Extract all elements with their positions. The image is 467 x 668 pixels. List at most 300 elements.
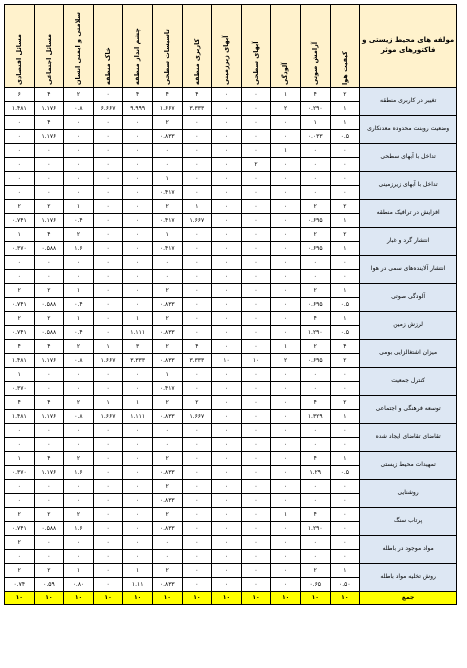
table-row (5, 284, 457, 298)
weighted-cell: ۱.۱۷۶ (34, 466, 64, 480)
column-header (271, 5, 301, 88)
score-cell: ۰ (300, 256, 330, 270)
score-cell: ۰ (182, 312, 212, 326)
score-cell: ۴ (34, 452, 64, 466)
score-cell: ۰ (241, 284, 271, 298)
score-cell: ۴ (182, 340, 212, 354)
column-header-label: چشم انداز منطقه (133, 28, 142, 85)
score-cell: ۰ (93, 228, 123, 242)
score-cell: ۰ (271, 284, 301, 298)
weighted-cell: ۰.۳۷۰ (5, 242, 35, 256)
weighted-cell: ۰ (300, 158, 330, 172)
weighted-cell: ۲ (330, 354, 360, 368)
score-cell: ۰ (271, 368, 301, 382)
weighted-cell: ۰ (271, 438, 301, 452)
column-header (123, 5, 153, 88)
weighted-cell: ۰.۷۴۱ (5, 326, 35, 340)
score-cell: ۱ (123, 312, 153, 326)
score-cell: ۰ (34, 424, 64, 438)
weighted-cell: ۰ (93, 578, 123, 592)
weighted-cell: ۱.۳۲۹ (300, 410, 330, 424)
score-cell: ۰ (182, 508, 212, 522)
score-cell: ۰ (123, 424, 153, 438)
weighted-cell: ۰ (241, 214, 271, 228)
row-label: پرتاب سنگ (360, 508, 457, 536)
score-cell: ۲ (34, 564, 64, 578)
score-cell: ۰ (34, 144, 64, 158)
weighted-cell: ۰ (271, 326, 301, 340)
score-cell: ۰ (241, 172, 271, 186)
weighted-cell: ۰.۶۹۵ (300, 242, 330, 256)
row-label: مواد موجود در باطله (360, 536, 457, 564)
score-cell: ۰ (241, 88, 271, 102)
score-cell: ۰ (300, 368, 330, 382)
weighted-cell: ۰ (330, 270, 360, 284)
column-header-label: آلودگی (281, 62, 290, 85)
weighted-cell: ۱.۱۱ (123, 578, 153, 592)
corner-header: مولفه های محیط زیستی و فاکتورهای موثر (360, 5, 457, 88)
column-header-label: کیفیت هوا (340, 51, 349, 85)
score-cell: ۱ (93, 340, 123, 354)
row-label: وضعیت روبنت محدوده معدنکاری (360, 116, 457, 144)
row-label: تداخل با آبهای زیرزمینی (360, 172, 457, 200)
score-cell: ۰ (123, 536, 153, 550)
score-cell: ۰ (123, 368, 153, 382)
weighted-cell: ۰ (271, 410, 301, 424)
score-cell: ۲ (64, 396, 94, 410)
sum-label: جمع (360, 592, 457, 605)
score-cell: ۲ (152, 508, 182, 522)
score-cell: ۱ (182, 200, 212, 214)
weighted-cell: ۱.۶۶۷ (182, 410, 212, 424)
sum-cell: ۱۰ (64, 592, 94, 605)
score-cell: ۴ (5, 396, 35, 410)
score-cell: ۴ (123, 88, 153, 102)
weighted-cell: ۰ (182, 494, 212, 508)
weighted-cell: ۰ (64, 270, 94, 284)
score-cell: ۰ (5, 144, 35, 158)
score-cell: ۰ (241, 396, 271, 410)
weighted-cell: ۰ (93, 522, 123, 536)
column-header (182, 5, 212, 88)
score-cell: ۰ (300, 424, 330, 438)
score-cell: ۲ (152, 340, 182, 354)
score-cell: ۱ (271, 144, 301, 158)
row-label: کنترل جمعیت (360, 368, 457, 396)
weighted-cell: ۰ (212, 410, 242, 424)
column-header-label: آبهای سطحی (251, 41, 260, 85)
table-row (5, 536, 457, 550)
sum-cell: ۱۰ (182, 592, 212, 605)
score-cell: ۰ (182, 536, 212, 550)
sum-cell: ۱۰ (123, 592, 153, 605)
weighted-cell: ۱.۴۸۱ (5, 354, 35, 368)
score-cell: ۰ (212, 508, 242, 522)
weighted-cell: ۰ (182, 186, 212, 200)
score-cell: ۴ (300, 312, 330, 326)
column-header-label: خاک منطقه (103, 47, 112, 85)
score-cell: ۰ (300, 172, 330, 186)
weighted-cell: ۰ (5, 186, 35, 200)
weighted-cell: ۰ (93, 270, 123, 284)
score-cell: ۱ (330, 312, 360, 326)
column-header (300, 5, 330, 88)
weighted-cell: ۰ (93, 494, 123, 508)
score-cell: ۱ (64, 200, 94, 214)
impact-matrix-table (4, 4, 457, 605)
column-header (64, 5, 94, 88)
weighted-cell: ۰ (241, 130, 271, 144)
score-cell: ۰ (241, 536, 271, 550)
column-header (5, 5, 35, 88)
weighted-cell: ۰ (241, 382, 271, 396)
sum-cell: ۱۰ (93, 592, 123, 605)
score-cell: ۰ (123, 116, 153, 130)
table-row (5, 116, 457, 130)
score-cell: ۰ (241, 116, 271, 130)
weighted-cell: ۰.۲۹۰ (300, 102, 330, 116)
table-row (5, 256, 457, 270)
score-cell: ۰ (182, 480, 212, 494)
score-cell: ۴ (300, 88, 330, 102)
score-cell: ۱ (93, 396, 123, 410)
score-cell: ۱ (5, 228, 35, 242)
score-cell: ۰ (93, 368, 123, 382)
weighted-cell: ۰ (212, 186, 242, 200)
row-label: میزان اشتغالزایی بومی (360, 340, 457, 368)
weighted-cell: ۰ (123, 130, 153, 144)
weighted-cell: ۱.۶ (64, 466, 94, 480)
table-row (5, 200, 457, 214)
weighted-cell: ۰ (123, 522, 153, 536)
weighted-cell: ۰.۵ (330, 326, 360, 340)
weighted-cell: ۰ (93, 130, 123, 144)
sum-cell: ۱۰ (241, 592, 271, 605)
weighted-cell: ۰ (271, 382, 301, 396)
score-cell: ۲ (64, 88, 94, 102)
weighted-cell: ۰.۵ (330, 130, 360, 144)
score-cell: ۲ (152, 564, 182, 578)
score-cell: ۱ (271, 508, 301, 522)
score-cell: ۱ (330, 564, 360, 578)
score-cell: ۰ (271, 228, 301, 242)
weighted-cell: ۲ (271, 102, 301, 116)
score-cell: ۱ (300, 116, 330, 130)
weighted-cell: ۰ (241, 466, 271, 480)
score-cell: ۲ (152, 116, 182, 130)
weighted-cell: ۰ (93, 158, 123, 172)
weighted-cell: ۰ (34, 186, 64, 200)
row-label: روش تخلیه مواد باطله (360, 564, 457, 592)
weighted-cell: ۰.۴۱۷ (152, 214, 182, 228)
weighted-cell: ۰ (93, 466, 123, 480)
weighted-cell: ۰ (34, 438, 64, 452)
weighted-cell: ۰ (182, 242, 212, 256)
weighted-cell: ۰.۵۸۸ (34, 242, 64, 256)
weighted-cell: ۰ (241, 326, 271, 340)
weighted-cell: ۰ (241, 494, 271, 508)
row-label: روشنایی (360, 480, 457, 508)
weighted-cell: ۲ (271, 354, 301, 368)
weighted-cell: ۰.۷۴ (5, 578, 35, 592)
score-cell: ۶ (5, 88, 35, 102)
score-cell: ۰ (64, 116, 94, 130)
score-cell: ۲ (330, 88, 360, 102)
weighted-cell: ۳.۳۳۳ (123, 354, 153, 368)
score-cell: ۰ (212, 480, 242, 494)
score-cell: ۰ (182, 424, 212, 438)
weighted-cell: ۰ (330, 186, 360, 200)
weighted-cell: ۰.۶۹۵ (300, 214, 330, 228)
score-cell: ۲ (330, 200, 360, 214)
weighted-cell: ۱.۲۹۰ (300, 522, 330, 536)
score-cell: ۱ (5, 368, 35, 382)
score-cell: ۴ (152, 88, 182, 102)
score-cell: ۰ (123, 452, 153, 466)
score-cell: ۱ (330, 284, 360, 298)
table-row (5, 88, 457, 102)
weighted-cell: ۰ (241, 242, 271, 256)
score-cell: ۰ (241, 480, 271, 494)
score-cell: ۰ (5, 256, 35, 270)
weighted-cell: ۰ (182, 298, 212, 312)
score-cell: ۰ (241, 368, 271, 382)
score-cell: ۲ (64, 508, 94, 522)
score-cell: ۰ (123, 228, 153, 242)
score-cell: ۰ (212, 396, 242, 410)
weighted-cell: ۰ (271, 522, 301, 536)
score-cell: ۲ (5, 312, 35, 326)
score-cell: ۰ (93, 424, 123, 438)
weighted-cell: ۰.۷۴۱ (5, 298, 35, 312)
score-cell: ۲ (330, 396, 360, 410)
weighted-cell: ۱.۱۷۶ (34, 102, 64, 116)
score-cell: ۰ (182, 172, 212, 186)
weighted-cell: ۰ (123, 214, 153, 228)
score-cell: ۰ (241, 508, 271, 522)
score-cell: ۱ (64, 284, 94, 298)
score-cell: ۰ (93, 116, 123, 130)
weighted-cell: ۰ (5, 130, 35, 144)
score-cell: ۲ (5, 508, 35, 522)
weighted-cell: ۰.۸ (64, 410, 94, 424)
score-cell: ۰ (241, 144, 271, 158)
score-cell: ۰ (34, 480, 64, 494)
weighted-cell: ۰ (123, 158, 153, 172)
weighted-cell: ۱.۶۶۷ (93, 354, 123, 368)
weighted-cell: ۰ (34, 550, 64, 564)
weighted-cell: ۰ (212, 466, 242, 480)
weighted-cell: ۰.۷۴۱ (5, 522, 35, 536)
weighted-cell: ۰.۸۳۳ (152, 410, 182, 424)
weighted-cell: ۰ (271, 242, 301, 256)
score-cell: ۰ (182, 144, 212, 158)
row-label: انتشار گرد و غبار (360, 228, 457, 256)
score-cell: ۱ (271, 88, 301, 102)
score-cell: ۰ (271, 116, 301, 130)
weighted-cell: ۰.۴۱۷ (152, 186, 182, 200)
score-cell: ۰ (123, 480, 153, 494)
weighted-cell: ۱.۲۹ (300, 466, 330, 480)
table-row (5, 564, 457, 578)
score-cell: ۱ (152, 228, 182, 242)
score-cell: ۰ (271, 424, 301, 438)
weighted-cell: ۰ (93, 438, 123, 452)
score-cell: ۲ (152, 480, 182, 494)
table-row (5, 340, 457, 354)
weighted-cell: ۰ (93, 214, 123, 228)
weighted-cell: ۰ (123, 550, 153, 564)
score-cell: ۲ (330, 228, 360, 242)
score-cell: ۰ (300, 144, 330, 158)
score-cell: ۰ (212, 284, 242, 298)
weighted-cell: ۰ (182, 158, 212, 172)
score-cell: ۰ (93, 452, 123, 466)
weighted-cell: ۰ (64, 158, 94, 172)
score-cell: ۰ (123, 200, 153, 214)
score-cell: ۰ (93, 284, 123, 298)
weighted-cell: ۰ (212, 382, 242, 396)
weighted-cell: ۱ (330, 102, 360, 116)
score-cell: ۰ (5, 116, 35, 130)
weighted-cell: ۰ (330, 382, 360, 396)
row-label: تداخل با آبهای سطحی (360, 144, 457, 172)
header-row (5, 5, 457, 88)
row-label: انتشار آلاینده‌های سمی در هوا (360, 256, 457, 284)
score-cell: ۰ (93, 200, 123, 214)
weighted-cell: ۰ (123, 438, 153, 452)
score-cell: ۰ (271, 172, 301, 186)
column-header (212, 5, 242, 88)
score-cell: ۰ (5, 424, 35, 438)
weighted-cell: ۰ (212, 270, 242, 284)
sum-cell: ۱۰ (271, 592, 301, 605)
weighted-cell: ۱.۱۷۶ (34, 214, 64, 228)
column-header-label: آرامش صوتی (310, 41, 319, 85)
weighted-cell: ۰ (212, 158, 242, 172)
score-cell: ۰ (241, 256, 271, 270)
score-cell: ۰ (212, 88, 242, 102)
weighted-cell: ۰ (330, 550, 360, 564)
weighted-cell: ۰.۵۸۸ (34, 298, 64, 312)
weighted-cell: ۰ (182, 578, 212, 592)
weighted-cell: ۰.۸۰ (64, 578, 94, 592)
weighted-cell: ۰ (241, 522, 271, 536)
score-cell: ۰ (152, 536, 182, 550)
weighted-cell: ۰ (5, 158, 35, 172)
score-cell: ۰ (330, 144, 360, 158)
weighted-cell: ۰ (64, 382, 94, 396)
weighted-cell: ۰ (271, 186, 301, 200)
score-cell: ۰ (64, 256, 94, 270)
weighted-cell: ۰ (152, 158, 182, 172)
weighted-cell: ۰.۶۵ (300, 578, 330, 592)
weighted-cell: ۰ (123, 494, 153, 508)
score-cell: ۲ (300, 284, 330, 298)
score-cell: ۰ (34, 368, 64, 382)
score-cell: ۰ (93, 564, 123, 578)
score-cell: ۴ (34, 116, 64, 130)
weighted-cell: ۱.۱۷۶ (34, 354, 64, 368)
score-cell: ۴ (34, 340, 64, 354)
weighted-cell: ۰ (152, 550, 182, 564)
table-row (5, 480, 457, 494)
score-cell: ۰ (212, 200, 242, 214)
weighted-cell: ۰ (5, 270, 35, 284)
score-cell: ۰ (212, 340, 242, 354)
weighted-cell: ۰ (212, 494, 242, 508)
weighted-cell: ۱.۴۸۱ (5, 410, 35, 424)
score-cell: ۴ (34, 228, 64, 242)
score-cell: ۰ (241, 424, 271, 438)
weighted-cell: ۰.۴ (64, 298, 94, 312)
score-cell: ۱ (64, 564, 94, 578)
weighted-cell: ۰ (212, 214, 242, 228)
weighted-cell: ۰ (330, 494, 360, 508)
impact-matrix-sheet (4, 4, 457, 605)
weighted-cell: ۰ (300, 494, 330, 508)
score-cell: ۰ (93, 88, 123, 102)
table-row (5, 424, 457, 438)
column-header-label: آبهای زیرزمینی (222, 35, 231, 85)
score-cell: ۲ (64, 228, 94, 242)
weighted-cell: ۰ (182, 382, 212, 396)
score-cell: ۰ (182, 116, 212, 130)
weighted-cell: ۳.۳۳۳ (182, 102, 212, 116)
score-cell: ۰ (271, 536, 301, 550)
row-label: تغییر در کاربری منطقه (360, 88, 457, 116)
weighted-cell: ۱ (330, 410, 360, 424)
score-cell: ۰ (212, 144, 242, 158)
weighted-cell: ۰.۸ (64, 102, 94, 116)
score-cell: ۰ (93, 312, 123, 326)
row-label: افزایش در ترافیک منطقه (360, 200, 457, 228)
score-cell: ۱ (330, 116, 360, 130)
weighted-cell: ۰ (123, 466, 153, 480)
sum-cell: ۱۰ (330, 592, 360, 605)
score-cell: ۴ (300, 508, 330, 522)
weighted-cell: ۰ (34, 382, 64, 396)
weighted-cell: ۱۰ (241, 354, 271, 368)
weighted-cell: ۰ (123, 242, 153, 256)
score-cell: ۰ (182, 284, 212, 298)
weighted-cell: ۱.۶۶۷ (182, 214, 212, 228)
score-cell: ۴ (300, 396, 330, 410)
weighted-cell: ۰.۴ (64, 214, 94, 228)
column-header (93, 5, 123, 88)
weighted-cell: ۰ (271, 550, 301, 564)
score-cell: ۰ (212, 172, 242, 186)
weighted-cell: ۰ (241, 410, 271, 424)
column-header (152, 5, 182, 88)
score-cell: ۰ (212, 452, 242, 466)
column-header-label: مسائل اقتصادی (15, 34, 24, 85)
sum-cell: ۱۰ (5, 592, 35, 605)
score-cell: ۱ (152, 368, 182, 382)
weighted-cell: ۱.۱۷۶ (34, 130, 64, 144)
weighted-cell: ۰.۶۹۵ (300, 298, 330, 312)
weighted-cell: ۰.۸۳۳ (152, 326, 182, 340)
score-cell: ۲ (300, 564, 330, 578)
weighted-cell: ۶.۶۶۷ (93, 102, 123, 116)
weighted-cell: ۰.۳۷۰ (5, 382, 35, 396)
weighted-cell: ۰ (182, 326, 212, 340)
weighted-cell: ۰ (182, 438, 212, 452)
weighted-cell: ۰ (64, 494, 94, 508)
table-row (5, 508, 457, 522)
score-cell: ۱ (123, 396, 153, 410)
weighted-cell: ۰ (300, 270, 330, 284)
